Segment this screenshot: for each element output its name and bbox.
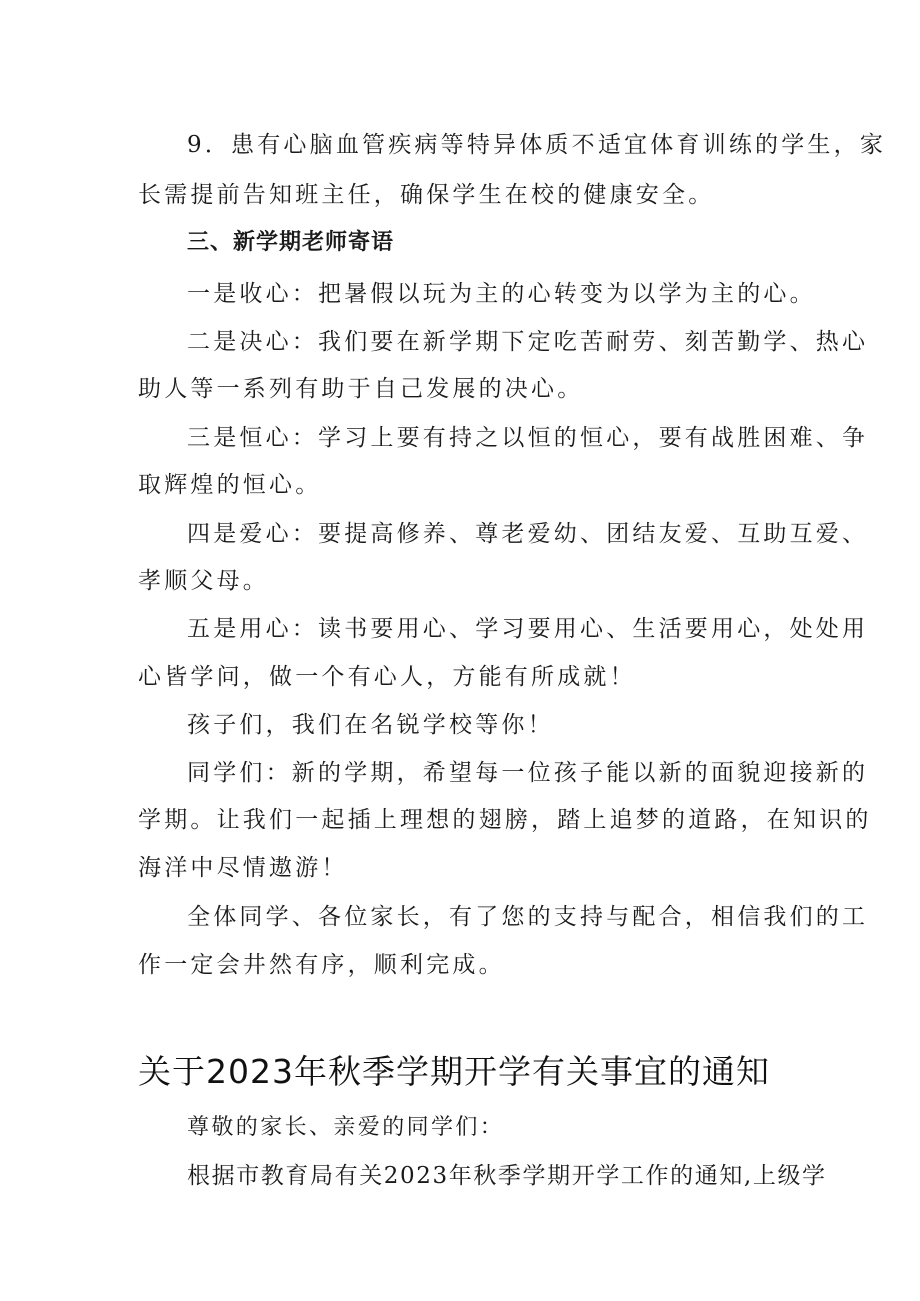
item9-line2: 长需提前告知班主任，确保学生在校的健康安全。 xyxy=(138,182,715,208)
students-line1: 同学们：新的学期，希望每一位孩子能以新的面貌迎接新的 xyxy=(187,760,869,786)
point4-line1: 四是爱心：要提高修养、尊老爱幼、团结友爱、互助互爱、 xyxy=(187,521,869,547)
point2-line2: 助人等一系列有助于自己发展的决心。 xyxy=(138,376,584,402)
section3-heading: 三、新学期老师寄语 xyxy=(187,230,395,255)
students-line2: 学期。让我们一起插上理想的翅膀，踏上追梦的道路，在知识的 xyxy=(138,807,872,833)
item9-line1: 9．患有心脑血管疾病等特异体质不适宜体育训练的学生，家 xyxy=(187,132,887,158)
point4-line2: 孝顺父母。 xyxy=(138,568,269,594)
point1-line1: 一是收心：把暑假以玩为主的心转变为以学为主的心。 xyxy=(187,281,816,307)
students-line3: 海洋中尽情遨游！ xyxy=(138,855,348,881)
closing-line2: 作一定会井然有序，顺利完成。 xyxy=(138,952,505,978)
greeting-line: 尊敬的家长、亲爱的同学们： xyxy=(187,1115,505,1140)
point5-line2: 心皆学问，做一个有心人，方能有所成就！ xyxy=(138,664,636,690)
closing-line1: 全体同学、各位家长，有了您的支持与配合，相信我们的工 xyxy=(187,904,869,930)
point3-line1: 三是恒心：学习上要有持之以恒的恒心，要有战胜困难、争 xyxy=(187,425,869,451)
notice-paragraph-line1: 根据市教育局有关2023年秋季学期开学工作的通知,上级学 xyxy=(187,1163,827,1189)
point2-line1: 二是决心：我们要在新学期下定吃苦耐劳、刻苦勤学、热心 xyxy=(187,329,869,355)
point3-line2: 取辉煌的恒心。 xyxy=(138,472,322,498)
children-line: 孩子们，我们在名锐学校等你！ xyxy=(187,712,554,738)
point5-line1: 五是用心：读书要用心、学习要用心、生活要用心，处处用 xyxy=(187,616,869,642)
notice-title: 关于2023年秋季学期开学有关事宜的通知 xyxy=(138,1052,770,1091)
